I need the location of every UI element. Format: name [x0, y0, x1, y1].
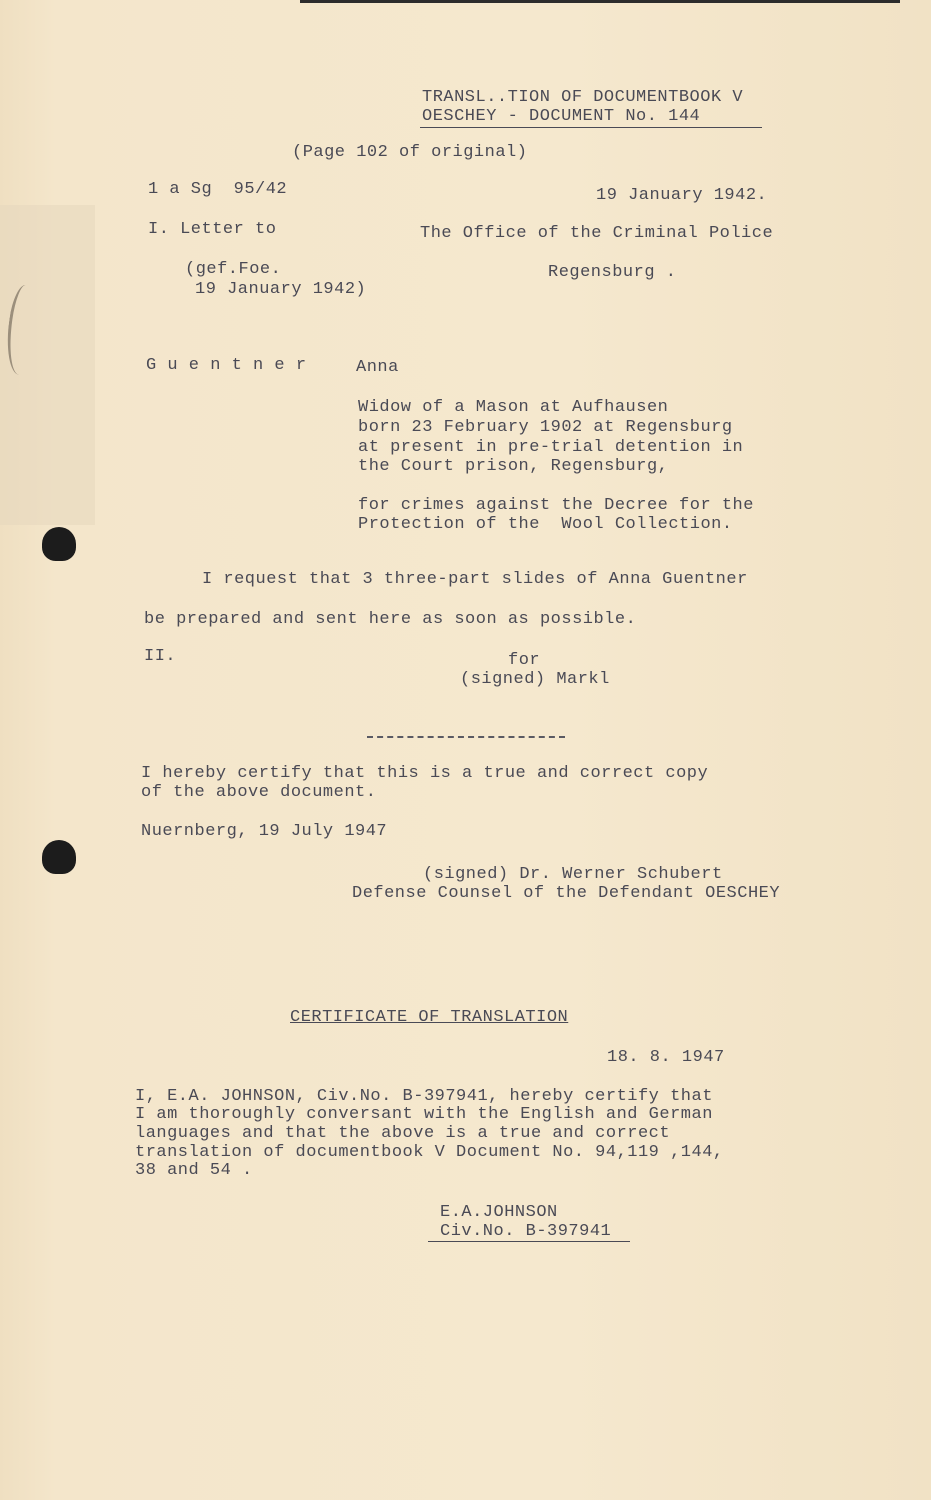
crimes-line: Protection of the Wool Collection. — [358, 515, 733, 534]
top-edge-mark — [300, 0, 900, 3]
recipient-line1: The Office of the Criminal Police — [420, 224, 774, 243]
letter-date: 19 January 1942. — [596, 186, 768, 205]
translator-name: E.A.JOHNSON — [440, 1203, 558, 1222]
reference-number: 1 a Sg 95/42 — [148, 180, 288, 199]
certificate-body-line: I am thoroughly conversant with the English and German — [135, 1105, 713, 1124]
certificate-date: 18. 8. 1947 — [607, 1048, 725, 1067]
recipient-line2: Regensburg . — [548, 263, 677, 282]
letter-to-label: I. Letter to — [148, 220, 277, 239]
request-line2: be prepared and sent here as soon as possible. — [144, 610, 637, 629]
subject-given-name: Anna — [356, 358, 399, 377]
place-date: Nuernberg, 19 July 1947 — [141, 822, 388, 841]
defense-counsel: Defense Counsel of the Defendant OESCHEY — [352, 884, 781, 903]
certificate-body-line: 38 and 54 . — [135, 1161, 253, 1180]
header-line1: TRANSL..TION OF DOCUMENTBOOK V — [422, 88, 744, 107]
separator-dashes — [367, 736, 565, 738]
subject-detail: at present in pre-trial detention in — [358, 438, 744, 457]
signed-schubert: (signed) Dr. Werner Schubert — [423, 865, 723, 884]
section-II: II. — [144, 647, 177, 666]
header-underline — [420, 127, 762, 128]
translator-underline — [428, 1241, 630, 1242]
punch-hole-icon — [42, 527, 76, 561]
request-line1: I request that 3 three-part slides of Anna Guentner — [202, 570, 748, 589]
signed-markl: (signed) Markl — [460, 670, 610, 689]
punch-hole-icon — [42, 840, 76, 874]
gef-date: 19 January 1942) — [195, 280, 367, 299]
certificate-body-line: languages and that the above is a true and correct — [135, 1124, 671, 1143]
crimes-line: for crimes against the Decree for the — [358, 496, 754, 515]
subject-detail: the Court prison, Regensburg, — [358, 457, 669, 476]
gef-foe: (gef.Foe. — [185, 260, 282, 279]
certificate-body-line: I, E.A. JOHNSON, Civ.No. B-397941, hereby certify that — [135, 1087, 713, 1106]
subject-detail: Widow of a Mason at Aufhausen — [358, 398, 669, 417]
header-line2: OESCHEY - DOCUMENT No. 144 — [422, 107, 701, 126]
certificate-body-line: translation of documentbook V Document No. 94,119 ,144, — [135, 1143, 724, 1162]
translator-civ-no: Civ.No. B-397941 — [440, 1222, 612, 1241]
page-reference: (Page 102 of original) — [292, 143, 528, 162]
certificate-title: CERTIFICATE OF TRANSLATION — [290, 1008, 569, 1027]
subject-detail: born 23 February 1902 at Regensburg — [358, 418, 733, 437]
for-label: for — [508, 651, 541, 670]
certify-copy-line: I hereby certify that this is a true and correct copy — [141, 764, 709, 783]
certify-copy-line: of the above document. — [141, 783, 377, 802]
subject-surname: G u e n t n e r — [146, 356, 307, 375]
